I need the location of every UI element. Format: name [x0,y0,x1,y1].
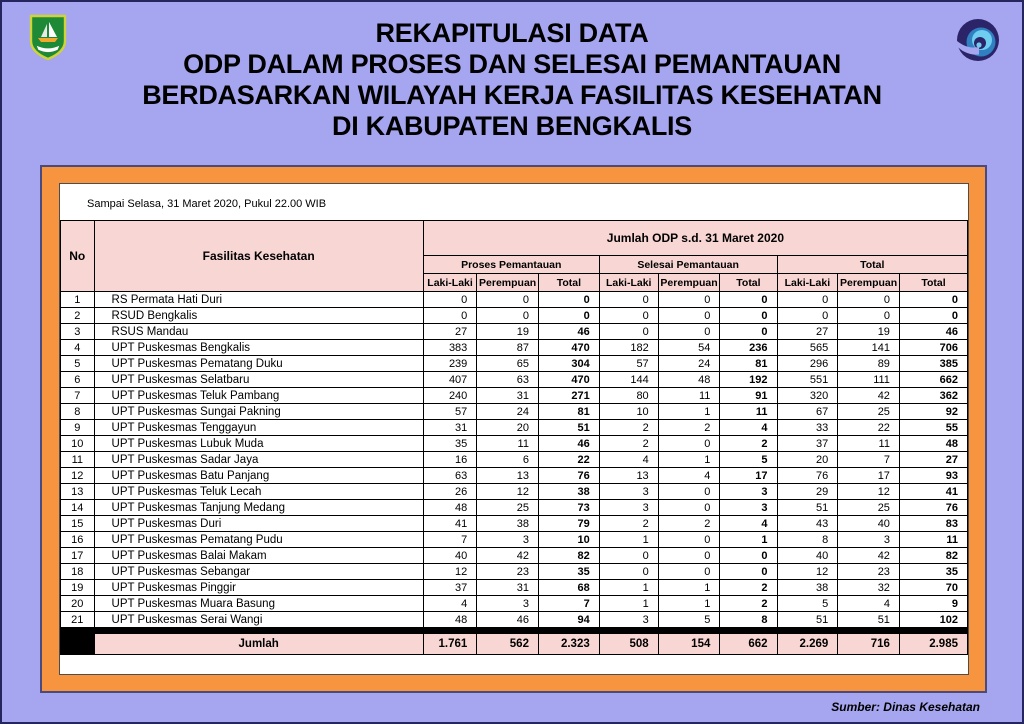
value-cell: 27 [777,324,838,340]
facility-name-cell: UPT Puskesmas Balai Makam [94,548,423,564]
value-cell: 46 [538,324,599,340]
value-cell: 7 [538,596,599,612]
value-cell: 38 [477,516,539,532]
value-cell: 4 [599,452,658,468]
value-cell: 362 [899,388,967,404]
value-cell: 35 [538,564,599,580]
value-cell: 42 [838,548,900,564]
value-cell: 2 [599,420,658,436]
row-number-cell: 1 [61,292,95,308]
table-row [61,292,968,308]
value-cell: 385 [899,356,967,372]
value-cell: 82 [899,548,967,564]
value-cell: 4 [720,516,777,532]
value-cell: 0 [899,292,967,308]
value-cell: 27 [899,452,967,468]
value-cell: 57 [423,404,477,420]
value-cell: 11 [658,388,720,404]
value-cell: 38 [538,484,599,500]
value-cell: 1 [720,532,777,548]
value-cell: 48 [423,612,477,628]
value-cell: 1 [658,404,720,420]
value-cell: 63 [477,372,539,388]
value-cell: 1 [599,580,658,596]
odp-table [60,220,968,655]
value-cell: 40 [838,516,900,532]
facility-name-cell: UPT Puskesmas Tenggayun [94,420,423,436]
value-cell: 48 [658,372,720,388]
value-cell: 31 [477,580,539,596]
value-cell: 1 [658,596,720,612]
value-cell: 54 [658,340,720,356]
title-line-2: ODP DALAM PROSES DAN SELESAI PEMANTAUAN [183,49,841,79]
value-cell: 0 [720,324,777,340]
col-header-total: Total [777,256,968,274]
value-cell: 102 [899,612,967,628]
value-cell: 320 [777,388,838,404]
value-cell: 5 [720,452,777,468]
value-cell: 6 [477,452,539,468]
table-row [61,356,968,372]
value-cell: 12 [777,564,838,580]
facility-name-cell: UPT Puskesmas Sadar Jaya [94,452,423,468]
value-cell: 0 [838,308,900,324]
value-cell: 37 [777,436,838,452]
sub-header-perempuan: Perempuan [658,274,720,292]
value-cell: 46 [899,324,967,340]
value-cell: 37 [423,580,477,596]
table-row [61,340,968,356]
table-row [61,388,968,404]
value-cell: 0 [658,548,720,564]
value-cell: 1 [599,596,658,612]
value-cell: 296 [777,356,838,372]
value-cell: 0 [599,308,658,324]
total-value-cell: 508 [599,634,658,655]
value-cell: 0 [423,292,477,308]
table-row [61,404,968,420]
value-cell: 11 [477,436,539,452]
value-cell: 3 [477,532,539,548]
facility-name-cell: UPT Puskesmas Serai Wangi [94,612,423,628]
facility-name-cell: UPT Puskesmas Tanjung Medang [94,500,423,516]
total-row-black-cell [61,634,95,655]
value-cell: 92 [899,404,967,420]
value-cell: 0 [720,548,777,564]
facility-name-cell: UPT Puskesmas Duri [94,516,423,532]
col-header-no: No [61,221,95,292]
value-cell: 24 [477,404,539,420]
facility-name-cell: UPT Puskesmas Lubuk Muda [94,436,423,452]
value-cell: 46 [538,436,599,452]
table-row [61,324,968,340]
value-cell: 51 [838,612,900,628]
value-cell: 271 [538,388,599,404]
value-cell: 51 [777,612,838,628]
table-row [61,452,968,468]
facility-name-cell: RSUS Mandau [94,324,423,340]
table-row [61,580,968,596]
value-cell: 91 [720,388,777,404]
value-cell: 35 [899,564,967,580]
value-cell: 20 [477,420,539,436]
total-row-label: Jumlah [94,634,423,655]
sub-header-laki: Laki-Laki [599,274,658,292]
value-cell: 94 [538,612,599,628]
facility-name-cell: UPT Puskesmas Pematang Pudu [94,532,423,548]
facility-name-cell: UPT Puskesmas Sungai Pakning [94,404,423,420]
value-cell: 23 [477,564,539,580]
orange-frame [40,165,987,693]
value-cell: 407 [423,372,477,388]
table-row [61,500,968,516]
value-cell: 40 [423,548,477,564]
table-row [61,468,968,484]
value-cell: 7 [838,452,900,468]
value-cell: 0 [658,500,720,516]
value-cell: 5 [658,612,720,628]
value-cell: 16 [423,452,477,468]
col-header-proses: Proses Pemantauan [423,256,599,274]
value-cell: 41 [423,516,477,532]
value-cell: 11 [720,404,777,420]
table-body [61,292,968,628]
value-cell: 662 [899,372,967,388]
facility-name-cell: UPT Puskesmas Teluk Pambang [94,388,423,404]
row-number-cell: 13 [61,484,95,500]
total-value-cell: 716 [838,634,900,655]
value-cell: 48 [423,500,477,516]
bengkalis-crest-icon [28,14,68,67]
value-cell: 23 [838,564,900,580]
value-cell: 41 [899,484,967,500]
value-cell: 11 [838,436,900,452]
value-cell: 0 [720,564,777,580]
value-cell: 12 [838,484,900,500]
facility-name-cell: UPT Puskesmas Muara Basung [94,596,423,612]
row-number-cell: 6 [61,372,95,388]
value-cell: 25 [838,500,900,516]
value-cell: 83 [899,516,967,532]
value-cell: 0 [599,324,658,340]
value-cell: 29 [777,484,838,500]
value-cell: 0 [599,548,658,564]
value-cell: 65 [477,356,539,372]
value-cell: 22 [838,420,900,436]
value-cell: 0 [899,308,967,324]
value-cell: 10 [538,532,599,548]
value-cell: 17 [720,468,777,484]
row-number-cell: 12 [61,468,95,484]
value-cell: 0 [658,532,720,548]
row-number-cell: 20 [61,596,95,612]
value-cell: 3 [599,484,658,500]
total-value-cell: 2.269 [777,634,838,655]
value-cell: 240 [423,388,477,404]
value-cell: 89 [838,356,900,372]
row-number-cell: 5 [61,356,95,372]
table-row [61,612,968,628]
facility-name-cell: UPT Puskesmas Pematang Duku [94,356,423,372]
value-cell: 80 [599,388,658,404]
value-cell: 1 [658,580,720,596]
sub-header-laki: Laki-Laki [777,274,838,292]
value-cell: 70 [899,580,967,596]
value-cell: 12 [423,564,477,580]
row-number-cell: 19 [61,580,95,596]
row-number-cell: 3 [61,324,95,340]
title-banner [2,2,1022,152]
sub-header-total: Total [538,274,599,292]
value-cell: 17 [838,468,900,484]
value-cell: 0 [658,292,720,308]
value-cell: 8 [720,612,777,628]
value-cell: 2 [599,516,658,532]
value-cell: 470 [538,340,599,356]
sub-header-total: Total [720,274,777,292]
table-row [61,436,968,452]
facility-name-cell: UPT Puskesmas Teluk Lecah [94,484,423,500]
total-value-cell: 2.985 [899,634,967,655]
table-row [61,564,968,580]
value-cell: 38 [777,580,838,596]
table-row [61,596,968,612]
value-cell: 111 [838,372,900,388]
value-cell: 79 [538,516,599,532]
facility-name-cell: UPT Puskesmas Selatbaru [94,372,423,388]
value-cell: 40 [777,548,838,564]
row-number-cell: 2 [61,308,95,324]
value-cell: 48 [899,436,967,452]
total-value-cell: 662 [720,634,777,655]
value-cell: 42 [838,388,900,404]
total-row [61,634,968,655]
total-value-cell: 562 [477,634,539,655]
value-cell: 0 [777,308,838,324]
value-cell: 51 [538,420,599,436]
row-number-cell: 10 [61,436,95,452]
value-cell: 236 [720,340,777,356]
row-number-cell: 14 [61,500,95,516]
value-cell: 1 [658,452,720,468]
value-cell: 25 [838,404,900,420]
sub-header-laki: Laki-Laki [423,274,477,292]
value-cell: 182 [599,340,658,356]
value-cell: 81 [720,356,777,372]
value-cell: 22 [538,452,599,468]
table-row [61,532,968,548]
table-row [61,484,968,500]
value-cell: 33 [777,420,838,436]
value-cell: 0 [599,292,658,308]
value-cell: 19 [477,324,539,340]
value-cell: 470 [538,372,599,388]
value-cell: 68 [538,580,599,596]
title-line-4: DI KABUPATEN BENGKALIS [332,111,692,141]
value-cell: 0 [658,436,720,452]
value-cell: 3 [599,612,658,628]
row-number-cell: 16 [61,532,95,548]
value-cell: 57 [599,356,658,372]
value-cell: 19 [838,324,900,340]
row-number-cell: 8 [61,404,95,420]
facility-name-cell: UPT Puskesmas Bengkalis [94,340,423,356]
value-cell: 10 [599,404,658,420]
value-cell: 0 [838,292,900,308]
row-number-cell: 18 [61,564,95,580]
table-row [61,548,968,564]
facility-name-cell: UPT Puskesmas Pinggir [94,580,423,596]
value-cell: 0 [777,292,838,308]
value-cell: 51 [777,500,838,516]
table-header [61,221,968,292]
value-cell: 76 [777,468,838,484]
value-cell: 2 [720,436,777,452]
facility-name-cell: RSUD Bengkalis [94,308,423,324]
value-cell: 31 [477,388,539,404]
total-value-cell: 1.761 [423,634,477,655]
value-cell: 43 [777,516,838,532]
table-row [61,308,968,324]
facility-name-cell: RS Permata Hati Duri [94,292,423,308]
value-cell: 27 [423,324,477,340]
value-cell: 2 [599,436,658,452]
sub-header-perempuan: Perempuan [838,274,900,292]
value-cell: 82 [538,548,599,564]
value-cell: 2 [720,580,777,596]
value-cell: 76 [899,500,967,516]
value-cell: 24 [658,356,720,372]
value-cell: 26 [423,484,477,500]
value-cell: 0 [538,292,599,308]
table-panel [59,183,969,675]
title-line-3: BERDASARKAN WILAYAH KERJA FASILITAS KESEHATAN [142,80,882,110]
value-cell: 239 [423,356,477,372]
value-cell: 3 [599,500,658,516]
value-cell: 11 [899,532,967,548]
value-cell: 20 [777,452,838,468]
blue-swirl-icon [954,16,1002,69]
col-header-selesai: Selesai Pemantauan [599,256,777,274]
value-cell: 13 [599,468,658,484]
total-value-cell: 154 [658,634,720,655]
value-cell: 0 [538,308,599,324]
value-cell: 67 [777,404,838,420]
value-cell: 87 [477,340,539,356]
source-credit: Sumber: Dinas Kesehatan [831,700,980,714]
row-number-cell: 7 [61,388,95,404]
value-cell: 8 [777,532,838,548]
value-cell: 9 [899,596,967,612]
value-cell: 3 [720,484,777,500]
col-header-group-title: Jumlah ODP s.d. 31 Maret 2020 [423,221,967,256]
value-cell: 0 [720,292,777,308]
row-number-cell: 17 [61,548,95,564]
value-cell: 73 [538,500,599,516]
value-cell: 4 [838,596,900,612]
value-cell: 144 [599,372,658,388]
value-cell: 0 [477,292,539,308]
page-title [2,2,1022,142]
facility-name-cell: UPT Puskesmas Sebangar [94,564,423,580]
row-number-cell: 9 [61,420,95,436]
value-cell: 0 [658,484,720,500]
timestamp-caption: Sampai Selasa, 31 Maret 2020, Pukul 22.00 WIB [87,198,327,210]
value-cell: 383 [423,340,477,356]
value-cell: 13 [477,468,539,484]
value-cell: 0 [658,564,720,580]
table-row [61,420,968,436]
value-cell: 304 [538,356,599,372]
value-cell: 4 [720,420,777,436]
row-number-cell: 21 [61,612,95,628]
value-cell: 76 [538,468,599,484]
value-cell: 2 [658,420,720,436]
value-cell: 565 [777,340,838,356]
value-cell: 551 [777,372,838,388]
value-cell: 63 [423,468,477,484]
sub-header-perempuan: Perempuan [477,274,539,292]
value-cell: 192 [720,372,777,388]
value-cell: 35 [423,436,477,452]
value-cell: 0 [720,308,777,324]
value-cell: 4 [423,596,477,612]
title-line-1: REKAPITULASI DATA [375,18,649,48]
value-cell: 0 [658,308,720,324]
value-cell: 3 [477,596,539,612]
total-value-cell: 2.323 [538,634,599,655]
value-cell: 4 [658,468,720,484]
value-cell: 2 [720,596,777,612]
row-number-cell: 4 [61,340,95,356]
value-cell: 55 [899,420,967,436]
value-cell: 3 [720,500,777,516]
value-cell: 7 [423,532,477,548]
value-cell: 0 [658,324,720,340]
value-cell: 3 [838,532,900,548]
value-cell: 1 [599,532,658,548]
table-row [61,516,968,532]
value-cell: 141 [838,340,900,356]
row-number-cell: 15 [61,516,95,532]
value-cell: 31 [423,420,477,436]
value-cell: 5 [777,596,838,612]
value-cell: 706 [899,340,967,356]
col-header-facility: Fasilitas Kesehatan [94,221,423,292]
value-cell: 25 [477,500,539,516]
sub-header-total: Total [899,274,967,292]
value-cell: 12 [477,484,539,500]
value-cell: 32 [838,580,900,596]
value-cell: 2 [658,516,720,532]
table-row [61,372,968,388]
facility-name-cell: UPT Puskesmas Batu Panjang [94,468,423,484]
value-cell: 42 [477,548,539,564]
row-number-cell: 11 [61,452,95,468]
value-cell: 81 [538,404,599,420]
value-cell: 93 [899,468,967,484]
value-cell: 0 [477,308,539,324]
value-cell: 0 [423,308,477,324]
value-cell: 46 [477,612,539,628]
value-cell: 0 [599,564,658,580]
